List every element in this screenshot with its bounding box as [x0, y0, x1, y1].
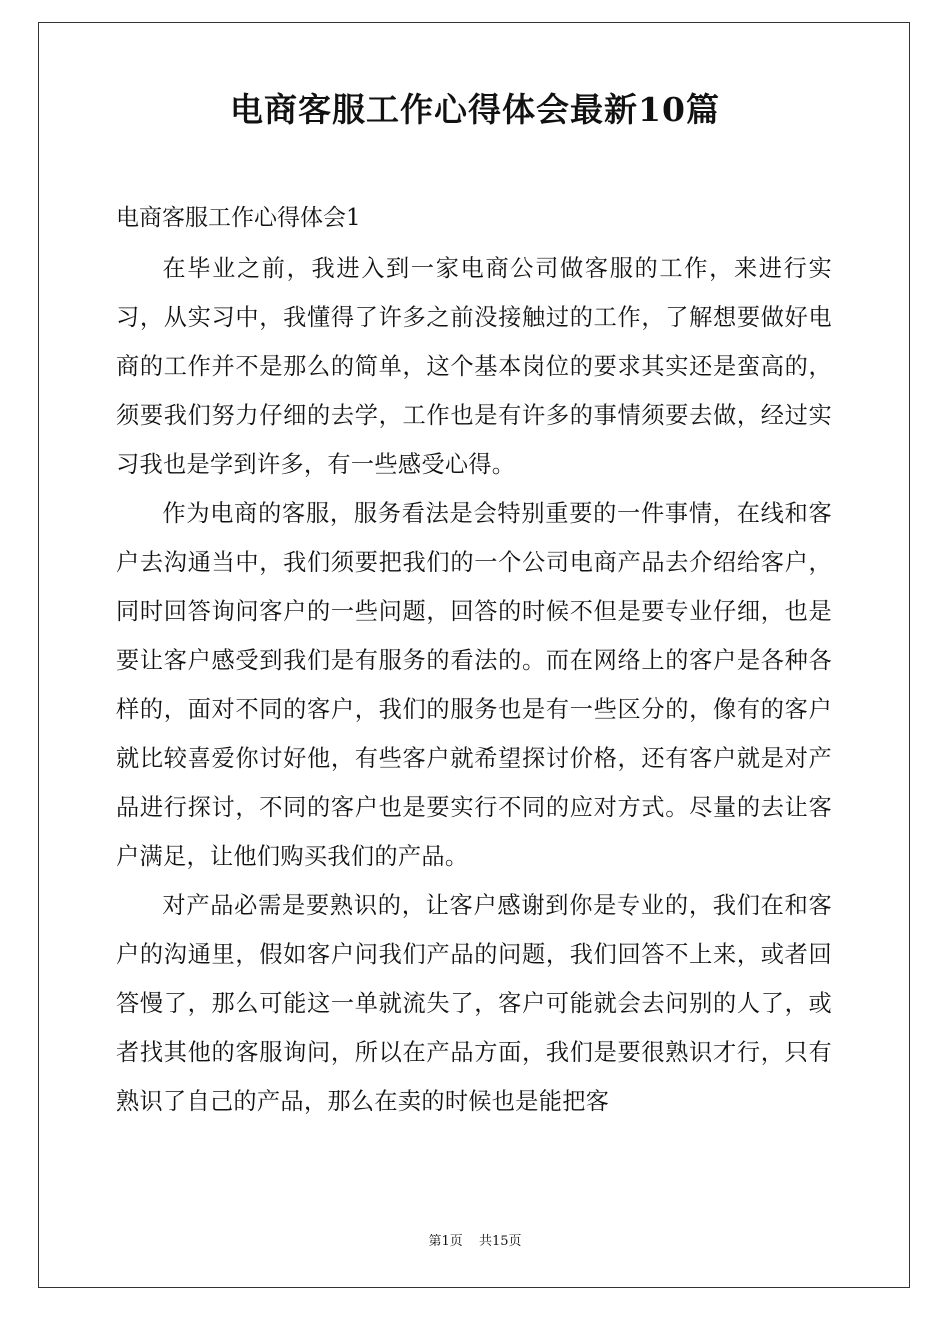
paragraph-3: 对产品必需是要熟识的，让客户感谢到你是专业的，我们在和客户的沟通里，假如客户问我们产品的问题，我们回答不上来，或者回答慢了，那么可能这一单就流失了，客户可能就会去问别的人了，或者找其他的客服询问，所以在产品方面，我们是要很熟识才行，只有熟识了自己的产品，那么在卖的时候也是能把客 [116, 892, 832, 1115]
document-title: 电商客服工作心得体会最新10篇 [230, 90, 720, 129]
body-text [116, 244, 832, 1126]
paragraph-1: 在毕业之前，我进入到一家电商公司做客服的工作，来进行实习，从实习中，我懂得了许多之前没接触过的工作，了解想要做好电商的工作并不是那么的简单，这个基本岗位的要求其实还是蛮高的，须要我们努力仔细的去学，工作也是有许多的事情须要去做，经过实习我也是学到许多，有一些感受心得。 [116, 255, 832, 478]
paragraph-2: 作为电商的客服，服务看法是会特别重要的一件事情，在线和客户去沟通当中，我们须要把我们的一个公司电商产品去介绍给客户，同时回答询问客户的一些问题，回答的时候不但是要专业仔细，也是要让客户感受到我们是有服务的看法的。而在网络上的客户是各种各样的，面对不同的客户，我们的服务也是有一些区分的，像有的客户就比较喜爱你讨好他，有些客户就希望探讨价格，还有客户就是对产品进行探讨，不同的客户也是要实行不同的应对方式。尽量的去让客户满足，让他们购买我们的产品。 [116, 500, 832, 870]
page-footer [0, 1232, 950, 1252]
section-heading: 电商客服工作心得体会1 [116, 205, 361, 231]
page-number: 第1页 [428, 1234, 463, 1249]
page-total: 共15页 [478, 1234, 522, 1249]
